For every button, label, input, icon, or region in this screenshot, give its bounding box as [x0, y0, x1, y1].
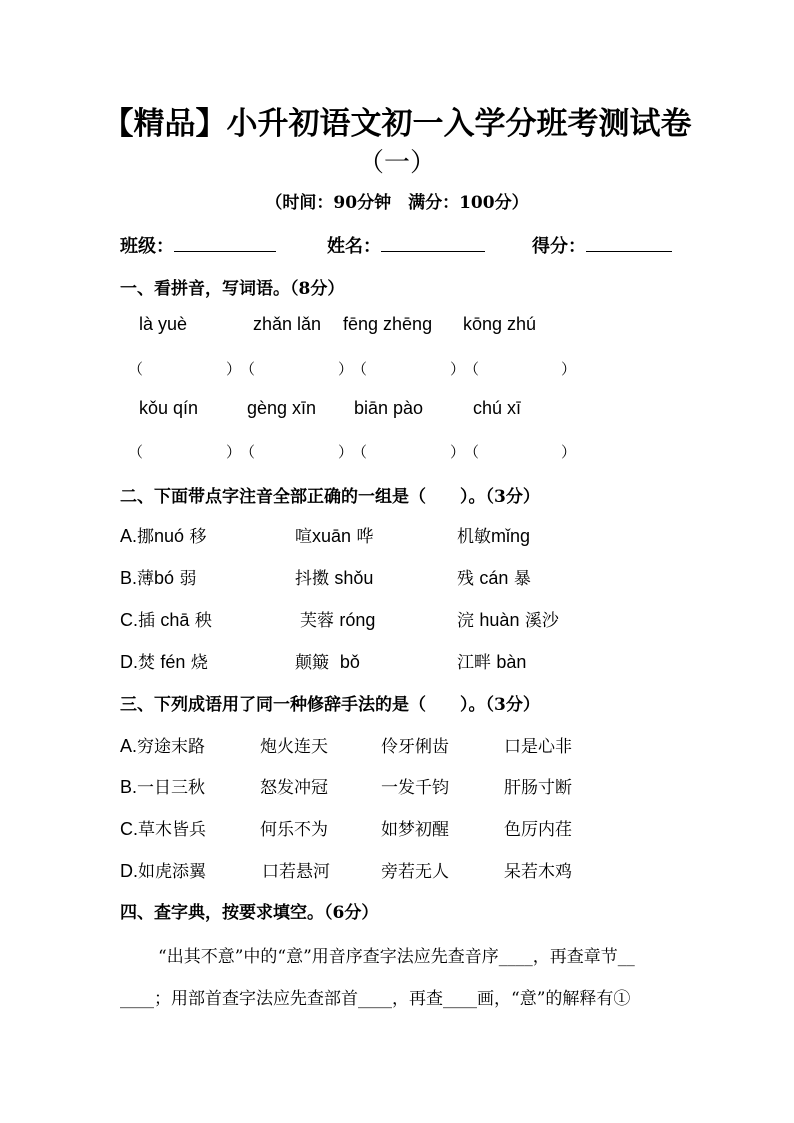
name-blank[interactable]	[381, 233, 485, 252]
answer-paren-open: （	[128, 443, 144, 461]
section1-heading: 一、看拼音，写词语。（8分）	[120, 279, 345, 299]
idiom-item: 一发千钧	[381, 778, 449, 798]
page-subtitle: （一）	[357, 148, 436, 178]
idiom-item: 炮火连天	[260, 737, 328, 757]
option-a-item3: 机敏mǐng	[457, 526, 531, 547]
name-label: 姓名：	[327, 236, 381, 257]
option-d-letter: D.焚 fén 烧	[120, 652, 208, 673]
option-b-item3: 残 cán 暴	[457, 568, 531, 589]
idiom-item: 伶牙俐齿	[381, 737, 449, 757]
option-a-item2: 喧xuān 哗	[295, 526, 374, 547]
class-label: 班级：	[120, 236, 174, 257]
pinyin-item: kǒu qín	[139, 398, 199, 418]
answer-paren-close: ）	[450, 443, 466, 461]
pinyin-item: gèng xīn	[247, 398, 317, 418]
option-d-item2: 颠簸 bǒ	[295, 652, 360, 673]
section3-heading: 三、下列成语用了同一种修辞手法的是（ ）。（3分）	[120, 695, 540, 715]
idiom-option-b: B.一日三秋	[120, 777, 206, 798]
idiom-option-d: D.如虎添翼	[120, 861, 206, 882]
class-field	[120, 232, 276, 258]
idiom-item: 呆若木鸡	[504, 862, 572, 882]
answer-paren-close: ）	[338, 443, 354, 461]
answer-paren-close: ）	[450, 360, 466, 378]
option-c-item3: 浣 huàn 溪沙	[457, 610, 559, 631]
score-label: 得分：	[532, 236, 586, 257]
pinyin-item: chú xī	[473, 398, 522, 418]
idiom-item: 旁若无人	[381, 862, 449, 882]
pinyin-item: zhǎn lǎn	[253, 314, 322, 334]
option-b-item2: 抖擞 shǒu	[295, 568, 374, 589]
option-a-letter: A.挪nuó 移	[120, 526, 207, 547]
name-field	[327, 232, 485, 258]
answer-paren-open: （	[352, 443, 368, 461]
answer-paren-close: ）	[226, 360, 242, 378]
answer-paren-open: （	[128, 360, 144, 378]
pinyin-item: biān pào	[354, 398, 424, 418]
idiom-item: 口若悬河	[262, 862, 330, 882]
option-c-item2: 芙蓉 róng	[300, 610, 376, 631]
idiom-item: 何乐不为	[260, 820, 328, 840]
pinyin-item: kōng zhú	[463, 314, 537, 334]
section4-text-line1: “出其不意”中的“意”用音序查字法应先查音序____，再查章节__	[158, 947, 635, 967]
option-b-letter: B.薄bó 弱	[120, 568, 197, 589]
option-d-item3: 江畔 bàn	[457, 652, 527, 673]
option-c-letter: C.插 chā 秧	[120, 610, 212, 631]
answer-paren-open: （	[464, 360, 480, 378]
idiom-item: 怒发冲冠	[260, 778, 328, 798]
idiom-item: 如梦初醒	[381, 820, 449, 840]
pinyin-item: fēng zhēng	[343, 314, 433, 334]
section4-heading: 四、查字典，按要求填空。（6分）	[120, 903, 379, 923]
exam-time-info: （时间：90分钟 满分：100分）	[265, 193, 529, 213]
answer-paren-close: ）	[226, 443, 242, 461]
idiom-option-a: A.穷途末路	[120, 736, 206, 757]
pinyin-item: là yuè	[139, 314, 188, 334]
section2-heading: 二、下面带点字注音全部正确的一组是（ ）。（3分）	[120, 487, 540, 507]
page-title: 【精品】小升初语文初一入学分班考测试卷	[102, 106, 692, 142]
score-field	[532, 232, 672, 258]
idiom-item: 色厉内荏	[504, 820, 572, 840]
answer-paren-close: ）	[338, 360, 354, 378]
answer-paren-open: （	[240, 360, 256, 378]
class-blank[interactable]	[174, 233, 276, 252]
idiom-item: 口是心非	[504, 737, 572, 757]
answer-paren-close: ）	[561, 443, 577, 461]
answer-paren-close: ）	[561, 360, 577, 378]
answer-paren-open: （	[464, 443, 480, 461]
idiom-option-c: C.草木皆兵	[120, 819, 206, 840]
section4-text-line2: ____；用部首查字法应先查部首____，再查____画，“意”的解释有①	[120, 989, 631, 1009]
answer-paren-open: （	[352, 360, 368, 378]
score-blank[interactable]	[586, 233, 672, 252]
idiom-item: 肝肠寸断	[504, 778, 572, 798]
answer-paren-open: （	[240, 443, 256, 461]
